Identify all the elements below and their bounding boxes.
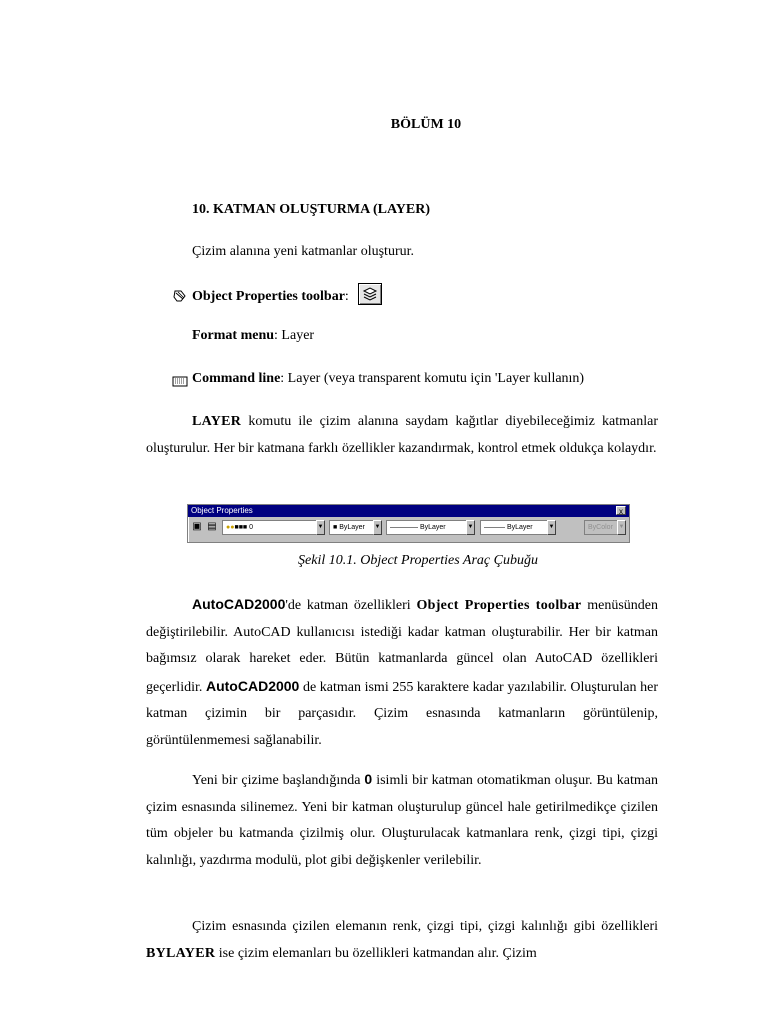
- paragraph-1-text: komutu ile çizim alanına saydam kağıtlar diyebileceğimiz katmanlar oluşturulur. Her bir katmana farklı özellikler kazandırmak, kontrol etmek oldukça kolaydır.: [146, 414, 658, 456]
- toolbar-close-button[interactable]: x: [616, 506, 626, 515]
- paragraph-2-text-b: menüsünden değiştirilebilir. AutoCAD kullanıcısı istediği kadar katman oluşturabilir. Her bir katman bağımsız olarak hareket eder. Bütün katmanlarda güncel olan AutoCAD özellikleri geçerlidir.: [146, 598, 659, 695]
- toolbar-title: Object Properties: [191, 506, 253, 515]
- layer-combo[interactable]: ●●■■■ 0: [222, 520, 316, 535]
- paragraph-2-text-a: 'de katman özellikleri: [285, 598, 417, 613]
- layers-manager-icon[interactable]: ▤: [207, 521, 217, 532]
- toolbar-titlebar: [188, 505, 629, 517]
- command-line-value: : Layer (veya transparent komutu için 'Layer kullanın): [280, 371, 585, 386]
- intro-text: Çizim alanına yeni katmanlar oluşturur.: [192, 244, 414, 259]
- lineweight-combo-arrow[interactable]: ▼: [547, 520, 556, 535]
- toolbar-name-bold: Object Properties toolbar: [416, 598, 582, 613]
- bylayer-keyword: BYLAYER: [146, 945, 216, 961]
- paragraph-4-text-a: Çizim esnasında çizilen elemanın renk, çizgi tipi, çizgi kalınlığı gibi özellikleri: [192, 919, 658, 934]
- lineweight-combo[interactable]: ——— ByLayer: [480, 520, 547, 535]
- toolbar-access-line: [192, 286, 382, 308]
- linetype-combo[interactable]: ———— ByLayer: [386, 520, 466, 535]
- paragraph-2-text-c: de katman ismi 255 karaktere kadar yazılabilir. Oluşturulan her katman çizimin bir parçasıdır. Çizim esnasında katmanların görüntülenip, görüntülenmemesi sağlanabilir.: [146, 679, 658, 748]
- make-current-icon[interactable]: ▣: [192, 521, 202, 532]
- layer-combo-value: 0: [249, 524, 254, 531]
- lineweight-combo-value: ByLayer: [506, 524, 533, 531]
- autocad-brand-1: AutoCAD2000: [192, 596, 286, 612]
- toolbar-row: [188, 517, 629, 539]
- toolbar-access-sep: :: [344, 289, 349, 305]
- section-title: 10. KATMAN OLUŞTURMA (LAYER): [192, 202, 431, 217]
- paragraph-4-text-b: ise çizim elemanları bu özellikleri katmandan alır. Çizim: [215, 945, 537, 961]
- format-menu-value: : Layer: [274, 328, 315, 343]
- chapter-heading: BÖLÜM 10: [390, 117, 462, 132]
- zero-layer-name: 0: [364, 771, 373, 787]
- paragraph-1: [146, 409, 658, 462]
- format-menu-line: [192, 328, 314, 344]
- command-line-line: [192, 371, 584, 387]
- paragraph-3: [146, 766, 658, 874]
- autocad-brand-2: AutoCAD2000: [205, 677, 300, 694]
- layers-toolbar-button[interactable]: [358, 283, 382, 305]
- paragraph-3-text-b: isimli bir katman otomatikman oluşur. Bu katman çizim esnasında silinemez. Yeni bir katman oluşturulup güncel hale getirilmedikçe çizilen tüm objeler bu katmanda çizilmiş olur. Oluşturulacak katmanlara renk, çizgi tipi, çizgi kalınlığı, yazdırma modulü, plot gibi değişkenler verilebilir.: [146, 773, 658, 868]
- plotstyle-combo-arrow: ▼: [617, 520, 626, 535]
- plotstyle-combo-value: ByColor: [588, 524, 613, 531]
- color-combo[interactable]: ■ ByLayer: [329, 520, 373, 535]
- format-menu-label: Format menu: [192, 328, 275, 343]
- command-line-label: Command line: [192, 371, 281, 386]
- keyboard-icon: [172, 374, 188, 388]
- layer-keyword: LAYER: [192, 414, 242, 429]
- paragraph-4: [146, 914, 658, 967]
- linetype-combo-arrow[interactable]: ▼: [466, 520, 475, 535]
- color-combo-arrow[interactable]: ▼: [373, 520, 382, 535]
- paragraph-2: [146, 591, 658, 754]
- linetype-combo-value: ByLayer: [419, 524, 446, 531]
- plotstyle-combo: [584, 520, 617, 535]
- color-combo-value: ByLayer: [339, 524, 365, 531]
- object-properties-toolbar-figure: [187, 504, 630, 543]
- mouse-pointer-icon: [172, 289, 188, 303]
- toolbar-access-label: Object Properties toolbar: [192, 289, 345, 305]
- layers-icon: [359, 284, 381, 304]
- layer-combo-arrow[interactable]: ▼: [316, 520, 325, 535]
- figure-caption: Şekil 10.1. Object Properties Araç Çubuğu: [298, 553, 538, 568]
- paragraph-3-text-a: Yeni bir çizime başlandığında: [192, 773, 365, 788]
